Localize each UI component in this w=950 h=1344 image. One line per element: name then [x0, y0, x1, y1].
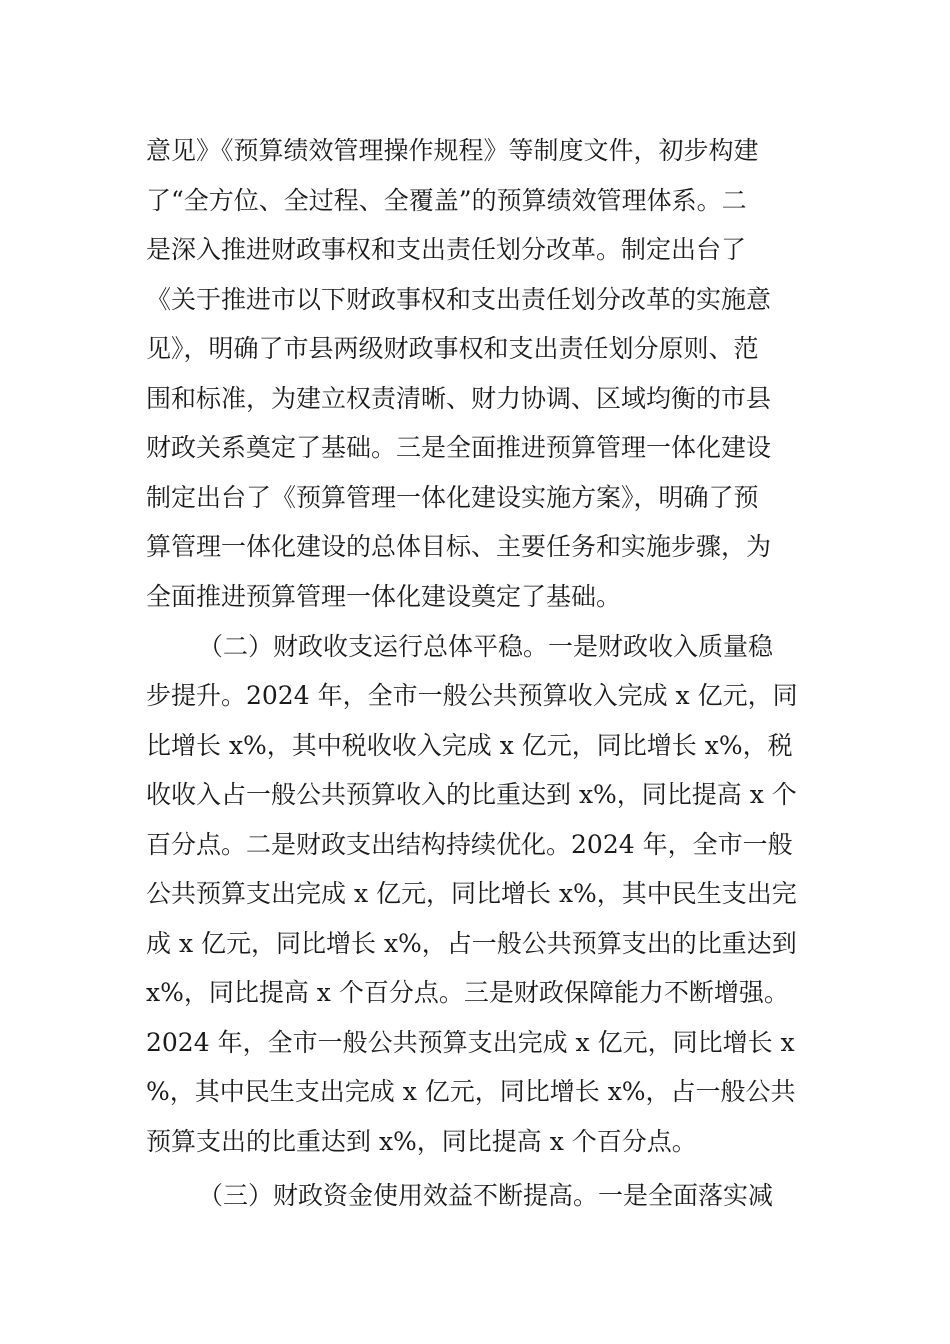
text-line: 公共预算支出完成 x 亿元，同比增长 x%，其中民生支出完	[146, 879, 797, 908]
text-line: 意见》《预算绩效管理操作规程》等制度文件，初步构建	[146, 136, 759, 165]
text-line: 2024 年，全市一般公共预算支出完成 x 亿元，同比增长 x	[146, 1028, 795, 1057]
text-line: 见》，明确了市县两级财政事权和支出责任划分原则、范	[146, 334, 759, 363]
text-line: 围和标准，为建立权责清晰、财力协调、区域均衡的市县	[146, 384, 772, 413]
section-heading-line: （二）财政收支运行总体平稳。一是财政收入质量稳	[198, 632, 774, 661]
section-heading-line: （三）财政资金使用效益不断提高。一是全面落实减	[198, 1181, 774, 1210]
text-line: 算管理一体化建设的总体目标、主要任务和实施步骤，为	[146, 532, 772, 561]
text-line: x%，同比提高 x 个百分点。三是财政保障能力不断增强。	[146, 978, 789, 1007]
text-line: 预算支出的比重达到 x%，同比提高 x 个百分点。	[146, 1127, 697, 1156]
text-line: %，其中民生支出完成 x 亿元，同比增长 x%，占一般公共	[146, 1077, 796, 1106]
text-line: 成 x 亿元，同比增长 x%，占一般公共预算支出的比重达到	[146, 929, 797, 958]
text-line: 收收入占一般公共预算收入的比重达到 x%，同比提高 x 个	[146, 780, 797, 809]
text-line: 步提升。2024 年，全市一般公共预算收入完成 x 亿元，同	[146, 681, 798, 710]
text-line: 全面推进预算管理一体化建设奠定了基础。	[146, 582, 622, 611]
text-line: 百分点。二是财政支出结构持续优化。2024 年，全市一般	[146, 830, 793, 859]
text-line: 《关于推进市以下财政事权和支出责任划分改革的实施意	[146, 285, 772, 314]
text-line: 比增长 x%，其中税收收入完成 x 亿元，同比增长 x%，税	[146, 731, 793, 760]
text-line: 了“全方位、全过程、全覆盖”的预算绩效管理体系。二	[146, 186, 747, 215]
text-line: 制定出台了《预算管理一体化建设实施方案》，明确了预	[146, 483, 759, 512]
text-line: 是深入推进财政事权和支出责任划分改革。制定出台了	[146, 235, 747, 264]
text-line: 财政关系奠定了基础。三是全面推进预算管理一体化建设	[146, 433, 772, 462]
